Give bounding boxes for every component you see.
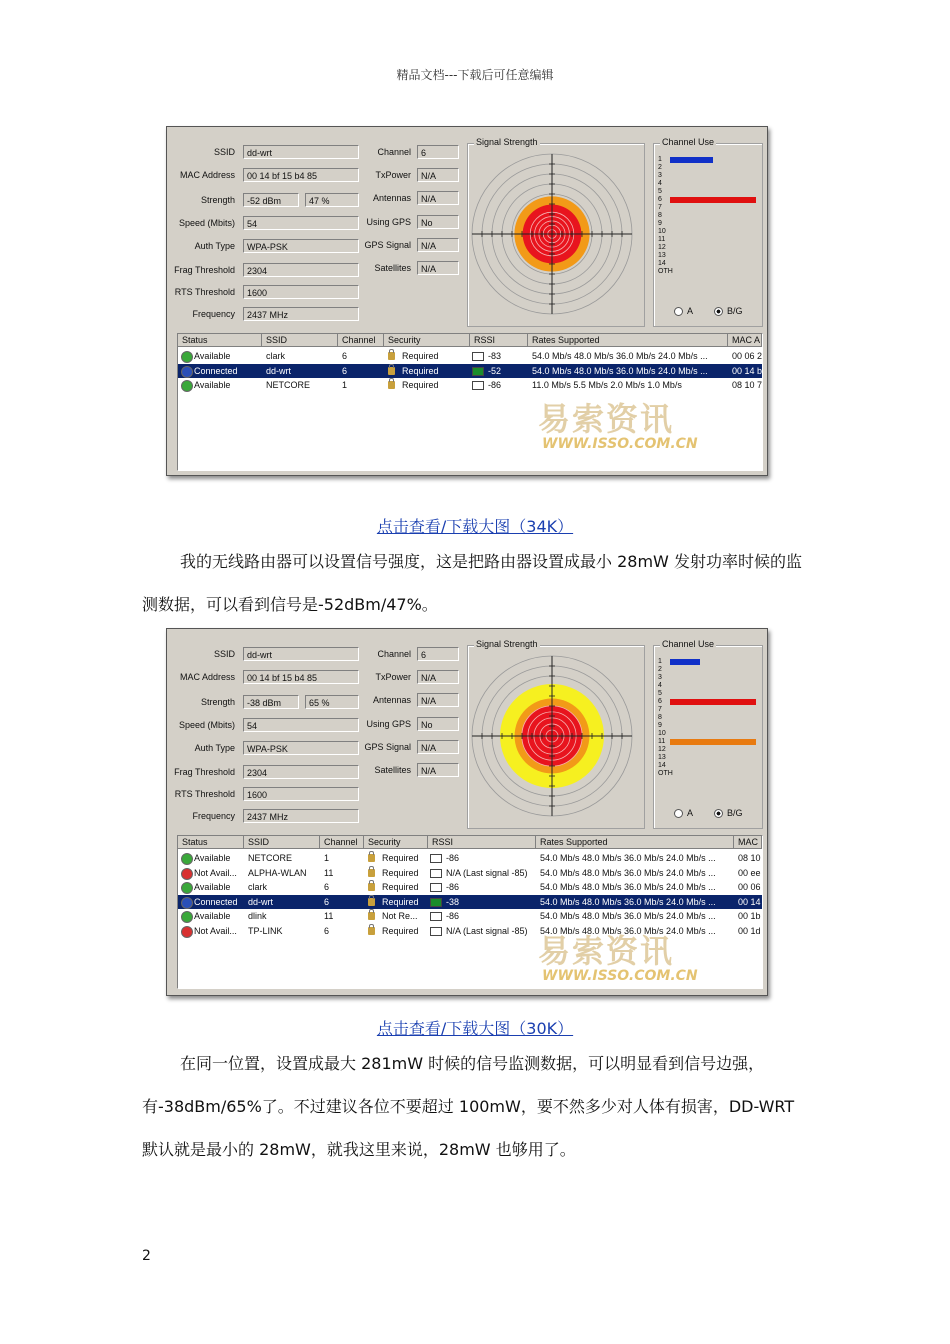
channel-label: Channel	[377, 649, 411, 659]
channel-number: 4	[658, 682, 662, 689]
lock-icon	[368, 898, 375, 906]
network-list[interactable]	[177, 333, 763, 471]
channel-number: 8	[658, 714, 662, 721]
status-cell: Available	[194, 853, 231, 863]
security-cell: Required	[402, 380, 439, 390]
channel-cell: 6	[324, 882, 330, 892]
table-row[interactable]	[178, 364, 762, 378]
rates-cell: 54.0 Mb/s 48.0 Mb/s 36.0 Mb/s 24.0 Mb/s ...	[540, 853, 716, 863]
usinggps-field[interactable]: No	[417, 717, 459, 731]
column-header[interactable]: MAC A	[728, 334, 762, 347]
channel-row	[658, 698, 758, 706]
paragraph-2	[142, 1042, 810, 1171]
channel-number: 6	[658, 698, 662, 705]
rssi-cell: -83	[488, 351, 502, 361]
radio-selected-icon	[714, 809, 723, 818]
strength_dbm-field[interactable]: -38 dBm	[243, 695, 299, 709]
channel-row	[658, 268, 758, 276]
channel-row	[658, 236, 758, 244]
channel-cell: 11	[324, 867, 334, 878]
status-dot-icon	[181, 351, 193, 363]
ssid-cell: TP-LINK	[248, 925, 283, 936]
antennas-field[interactable]: N/A	[417, 191, 459, 205]
status-cell: Connected	[194, 896, 238, 907]
rts-label: RTS Threshold	[174, 789, 235, 799]
antennas-label: Antennas	[372, 695, 411, 705]
signal-meter-icon	[430, 912, 442, 921]
radio-bg[interactable]	[714, 306, 743, 316]
channel-cell: 6	[324, 896, 330, 907]
satellites-label: Satellites	[374, 263, 411, 273]
usinggps-field[interactable]: No	[417, 215, 459, 229]
status-cell: Not Avail...	[194, 867, 237, 878]
radio-bg[interactable]	[714, 808, 743, 818]
channel-number: 9	[658, 220, 662, 227]
ssid-cell: NETCORE	[248, 853, 293, 863]
channel-number: 10	[658, 730, 666, 737]
page-header: 精品文档---下载后可任意编辑	[396, 68, 554, 82]
channel-number: 4	[658, 180, 662, 187]
channel-row	[658, 714, 758, 722]
channel-cell: 6	[342, 351, 348, 361]
rssi-cell: -52	[488, 365, 502, 376]
ssid-cell: dd-wrt	[248, 896, 274, 907]
channel-number: 5	[658, 188, 662, 195]
channel-use-rows	[658, 156, 758, 276]
freq-field[interactable]: 2437 MHz	[243, 809, 359, 823]
lock-icon	[368, 927, 375, 935]
freq-label: Frequency	[192, 309, 235, 319]
column-header[interactable]: Security	[364, 836, 428, 849]
download-link-1[interactable]: 点击查看/下载大图（34K）	[376, 517, 574, 536]
channel-number: 5	[658, 690, 662, 697]
ssid-label: SSID	[213, 147, 235, 157]
status-cell: Available	[194, 351, 231, 361]
rts-field[interactable]: 1600	[243, 285, 359, 299]
channel-number: 11	[658, 738, 666, 745]
watermark-url: WWW.ISSO.COM.CN	[542, 436, 698, 452]
mac-cell: 00 ee	[738, 867, 761, 878]
channel-bar	[670, 197, 756, 203]
channel-number: 14	[658, 762, 666, 769]
security-cell: Required	[382, 925, 419, 936]
column-header[interactable]: Channel	[338, 334, 384, 347]
signal-meter-icon	[472, 367, 484, 376]
status-cell: Connected	[194, 365, 238, 376]
column-header[interactable]: RSSI	[428, 836, 536, 849]
signal-strength-group	[467, 639, 645, 829]
page-number: 2	[142, 1248, 151, 1264]
app-window	[171, 131, 763, 471]
watermark-logo-text: 易索资讯	[538, 932, 675, 970]
rssi-cell: -86	[446, 853, 460, 863]
column-header[interactable]: SSID	[244, 836, 320, 849]
lock-icon	[368, 869, 375, 877]
channel-cell: 6	[342, 365, 348, 376]
column-header[interactable]: RSSI	[470, 334, 528, 347]
mac-cell: 00 14 b	[732, 365, 763, 376]
signal-meter-icon	[430, 854, 442, 863]
mac-cell: 08 10 7	[732, 380, 763, 390]
security-cell: Required	[382, 853, 419, 863]
signal-meter-icon	[430, 869, 442, 878]
speed-field[interactable]: 54	[243, 216, 359, 230]
status-dot-icon	[181, 380, 193, 392]
watermark-url: WWW.ISSO.COM.CN	[542, 968, 698, 984]
security-cell: Required	[382, 882, 419, 892]
channel-row	[658, 188, 758, 196]
column-header[interactable]: Channel	[320, 836, 364, 849]
channel-row	[658, 244, 758, 252]
network-list[interactable]	[177, 835, 763, 989]
channel-use-rows	[658, 658, 758, 778]
rssi-cell: -86	[446, 911, 460, 921]
channel-row	[658, 666, 758, 674]
lock-icon	[368, 854, 375, 862]
strength-label: Strength	[200, 195, 235, 205]
channel-number: 9	[658, 722, 662, 729]
security-cell: Not Re...	[382, 911, 418, 921]
mac-label: MAC Address	[179, 672, 235, 682]
channel-number: 1	[658, 156, 662, 163]
radio-icon	[674, 809, 683, 818]
auth-field[interactable]: WPA-PSK	[243, 239, 359, 253]
channel-row	[658, 156, 758, 164]
paragraph-1-text: 我的无线路由器可以设置信号强度，这是把路由器设置成最小 28mW 发射功率时候的监测数据，可以看到信号是-52dBm/47%。	[142, 552, 802, 614]
column-header[interactable]: Status	[178, 836, 244, 849]
channel-row	[658, 658, 758, 666]
security-cell: Required	[402, 351, 439, 361]
security-cell: Required	[402, 365, 439, 376]
status-dot-icon	[181, 366, 193, 378]
auth-field[interactable]: WPA-PSK	[243, 741, 359, 755]
column-header[interactable]: Security	[384, 334, 470, 347]
ssid-field[interactable]: dd-wrt	[243, 145, 359, 159]
gpssignal-label: GPS Signal	[364, 742, 411, 752]
radio-a[interactable]	[674, 808, 693, 818]
ssid-field[interactable]: dd-wrt	[243, 647, 359, 661]
mac-cell: 00 14	[738, 896, 761, 907]
channel-use-title: Channel Use	[662, 639, 715, 649]
channel-cell: 11	[324, 911, 334, 921]
txpower-field[interactable]: N/A	[417, 168, 459, 182]
channel-row	[658, 674, 758, 682]
frag-label: Frag Threshold	[174, 767, 235, 777]
channel-bar	[670, 157, 713, 163]
frag-field[interactable]: 2304	[243, 263, 359, 277]
lock-icon	[368, 883, 375, 891]
status-dot-icon	[181, 926, 193, 938]
channel-row	[658, 690, 758, 698]
speed-label: Speed (Mbits)	[178, 218, 235, 228]
channel-row	[658, 260, 758, 268]
channel-bar	[670, 699, 756, 705]
download-link-2[interactable]: 点击查看/下载大图（30K）	[376, 1019, 574, 1038]
channel-use-title: Channel Use	[662, 137, 715, 147]
rates-cell: 54.0 Mb/s 48.0 Mb/s 36.0 Mb/s 24.0 Mb/s ...	[540, 882, 716, 892]
rssi-cell: N/A (Last signal -85)	[446, 925, 528, 936]
mac-label: MAC Address	[179, 170, 235, 180]
rates-cell: 54.0 Mb/s 48.0 Mb/s 36.0 Mb/s 24.0 Mb/s ...	[532, 365, 708, 376]
frag-label: Frag Threshold	[174, 265, 235, 275]
security-cell: Required	[382, 896, 419, 907]
channel-number: 7	[658, 204, 662, 211]
mac-cell: 00 06	[738, 882, 761, 892]
wifi-monitor-screenshot-1	[166, 126, 768, 476]
channel-row	[658, 220, 758, 228]
antennas-field[interactable]: N/A	[417, 693, 459, 707]
lock-icon	[388, 367, 395, 375]
txpower-label: TxPower	[375, 170, 411, 180]
channel-number: 10	[658, 228, 666, 235]
rates-cell: 54.0 Mb/s 48.0 Mb/s 36.0 Mb/s 24.0 Mb/s ...	[540, 911, 716, 921]
rssi-cell: N/A (Last signal -85)	[446, 867, 528, 878]
channel-number: 11	[658, 236, 666, 243]
radio-selected-icon	[714, 307, 723, 316]
radio-icon	[674, 307, 683, 316]
rates-cell: 54.0 Mb/s 48.0 Mb/s 36.0 Mb/s 24.0 Mb/s ...	[540, 867, 716, 878]
column-header[interactable]: Status	[178, 334, 262, 347]
channel-row	[658, 196, 758, 204]
signal-meter-icon	[430, 898, 442, 907]
channel-number: 12	[658, 244, 666, 251]
status-cell: Available	[194, 380, 231, 390]
signal-target-chart	[468, 646, 644, 826]
ssid-cell: clark	[248, 882, 268, 892]
lock-icon	[388, 381, 395, 389]
satellites-label: Satellites	[374, 765, 411, 775]
rts-label: RTS Threshold	[174, 287, 235, 297]
channel-number: 1	[658, 658, 662, 665]
channel-row	[658, 770, 758, 778]
table-row[interactable]	[178, 378, 762, 392]
ssid-cell: ALPHA-WLAN	[248, 867, 307, 878]
table-row[interactable]	[178, 866, 762, 880]
security-cell: Required	[382, 867, 419, 878]
table-row[interactable]	[178, 924, 762, 938]
channel-field[interactable]: 6	[417, 647, 459, 661]
channel-number: 14	[658, 260, 666, 267]
signal-meter-icon	[430, 927, 442, 936]
column-header[interactable]: Rates Supported	[536, 836, 734, 849]
radio-bg-label: B/G	[727, 808, 743, 818]
signal-target-chart	[468, 144, 644, 324]
channel-number: 12	[658, 746, 666, 753]
frag-field[interactable]: 2304	[243, 765, 359, 779]
rssi-cell: -86	[446, 882, 460, 892]
usinggps-label: Using GPS	[366, 719, 411, 729]
table-row[interactable]	[178, 349, 762, 363]
status-dot-icon	[181, 853, 193, 865]
channel-row	[658, 722, 758, 730]
channel-number: 3	[658, 172, 662, 179]
channel-row	[658, 706, 758, 714]
strength_dbm-field[interactable]: -52 dBm	[243, 193, 299, 207]
status-cell: Not Avail...	[194, 925, 237, 936]
table-row[interactable]	[178, 851, 762, 865]
status-dot-icon	[181, 911, 193, 923]
usinggps-label: Using GPS	[366, 217, 411, 227]
channel-bar	[670, 739, 756, 745]
signal-meter-icon	[472, 352, 484, 361]
mac-cell: 00 1d	[738, 925, 761, 936]
channel-row	[658, 228, 758, 236]
satellites-field[interactable]: N/A	[417, 763, 459, 777]
channel-number: 2	[658, 666, 662, 673]
strength_pct-field[interactable]: 65 %	[305, 695, 359, 709]
channel-cell: 6	[324, 925, 330, 936]
channel-number: 7	[658, 706, 662, 713]
speed-label: Speed (Mbits)	[178, 720, 235, 730]
channel-row	[658, 746, 758, 754]
signal-strength-title: Signal Strength	[476, 639, 538, 649]
radio-a-label: A	[687, 306, 694, 316]
signal-meter-icon	[472, 381, 484, 390]
channel-number: 2	[658, 164, 662, 171]
channel-row	[658, 762, 758, 770]
channel-number: 8	[658, 212, 662, 219]
mac-cell: 00 06 2	[732, 351, 763, 361]
mac-cell: 00 1b	[738, 911, 761, 921]
channel-field[interactable]: 6	[417, 145, 459, 159]
signal-strength-title: Signal Strength	[476, 137, 538, 147]
auth-label: Auth Type	[194, 743, 235, 753]
wifi-monitor-screenshot-2	[166, 628, 768, 996]
status-dot-icon	[181, 897, 193, 909]
channel-label: Channel	[377, 147, 411, 157]
ssid-cell: clark	[266, 351, 286, 361]
channel-number: OTH	[658, 268, 673, 275]
status-dot-icon	[181, 882, 193, 894]
paragraph-2-text: 在同一位置，设置成最大 281mW 时候的信号监测数据，可以明显看到信号边强，有-38dBm/65%了。不过建议各位不要超过 100mW，要不然多少对人体有损害，DD-WRT 默认就是最小的 28mW，就我这里来说，28mW 也够用了。	[142, 1054, 795, 1159]
rssi-cell: -86	[488, 380, 502, 390]
channel-number: 13	[658, 754, 666, 761]
column-header[interactable]: MAC	[734, 836, 762, 849]
channel-number: OTH	[658, 770, 673, 777]
gpssignal-label: GPS Signal	[364, 240, 411, 250]
channel-bar	[670, 659, 700, 665]
rssi-cell: -38	[446, 896, 460, 907]
ssid-label: SSID	[213, 649, 235, 659]
freq-label: Frequency	[192, 811, 235, 821]
gpssignal-field[interactable]: N/A	[417, 740, 459, 754]
rates-cell: 54.0 Mb/s 48.0 Mb/s 36.0 Mb/s 24.0 Mb/s ...	[532, 351, 708, 361]
status-dot-icon	[181, 868, 193, 880]
status-cell: Available	[194, 911, 231, 921]
rates-cell: 11.0 Mb/s 5.5 Mb/s 2.0 Mb/s 1.0 Mb/s	[532, 380, 682, 390]
channel-number: 3	[658, 674, 662, 681]
rates-cell: 54.0 Mb/s 48.0 Mb/s 36.0 Mb/s 24.0 Mb/s ...	[540, 925, 716, 936]
app-window	[171, 633, 763, 991]
status-cell: Available	[194, 882, 231, 892]
radio-a[interactable]	[674, 306, 693, 316]
ssid-cell: dlink	[248, 911, 267, 921]
mac-field[interactable]: 00 14 bf 15 b4 85	[243, 168, 359, 182]
channel-number: 13	[658, 252, 666, 259]
mac-cell: 08 10	[738, 853, 761, 863]
rts-field[interactable]: 1600	[243, 787, 359, 801]
table-row[interactable]	[178, 880, 762, 894]
signal-meter-icon	[430, 883, 442, 892]
channel-number: 6	[658, 196, 662, 203]
channel-row	[658, 682, 758, 690]
txpower-field[interactable]: N/A	[417, 670, 459, 684]
strength_pct-field[interactable]: 47 %	[305, 193, 359, 207]
channel-row	[658, 754, 758, 762]
channel-cell: 1	[324, 853, 330, 863]
mac-field[interactable]: 00 14 bf 15 b4 85	[243, 670, 359, 684]
freq-field[interactable]: 2437 MHz	[243, 307, 359, 321]
antennas-label: Antennas	[372, 193, 411, 203]
table-row[interactable]	[178, 909, 762, 923]
channel-row	[658, 730, 758, 738]
channel-use-group	[653, 137, 763, 327]
channel-row	[658, 738, 758, 746]
column-header[interactable]: Rates Supported	[528, 334, 728, 347]
ssid-cell: NETCORE	[266, 380, 311, 390]
radio-a-label: A	[687, 808, 694, 818]
paragraph-1	[142, 540, 810, 626]
strength-label: Strength	[200, 697, 235, 707]
channel-row	[658, 252, 758, 260]
channel-row	[658, 164, 758, 172]
lock-icon	[368, 912, 375, 920]
speed-field[interactable]: 54	[243, 718, 359, 732]
auth-label: Auth Type	[194, 241, 235, 251]
ssid-cell: dd-wrt	[266, 365, 292, 376]
channel-row	[658, 180, 758, 188]
watermark-logo-text: 易索资讯	[538, 400, 675, 438]
channel-row	[658, 204, 758, 212]
channel-use-group	[653, 639, 763, 829]
column-header[interactable]: SSID	[262, 334, 338, 347]
channel-cell: 1	[342, 380, 348, 390]
lock-icon	[388, 352, 395, 360]
txpower-label: TxPower	[375, 672, 411, 682]
rates-cell: 54.0 Mb/s 48.0 Mb/s 36.0 Mb/s 24.0 Mb/s ...	[540, 896, 716, 907]
signal-strength-group	[467, 137, 645, 327]
table-row[interactable]	[178, 895, 762, 909]
channel-row	[658, 212, 758, 220]
satellites-field[interactable]: N/A	[417, 261, 459, 275]
channel-row	[658, 172, 758, 180]
radio-bg-label: B/G	[727, 306, 743, 316]
gpssignal-field[interactable]: N/A	[417, 238, 459, 252]
